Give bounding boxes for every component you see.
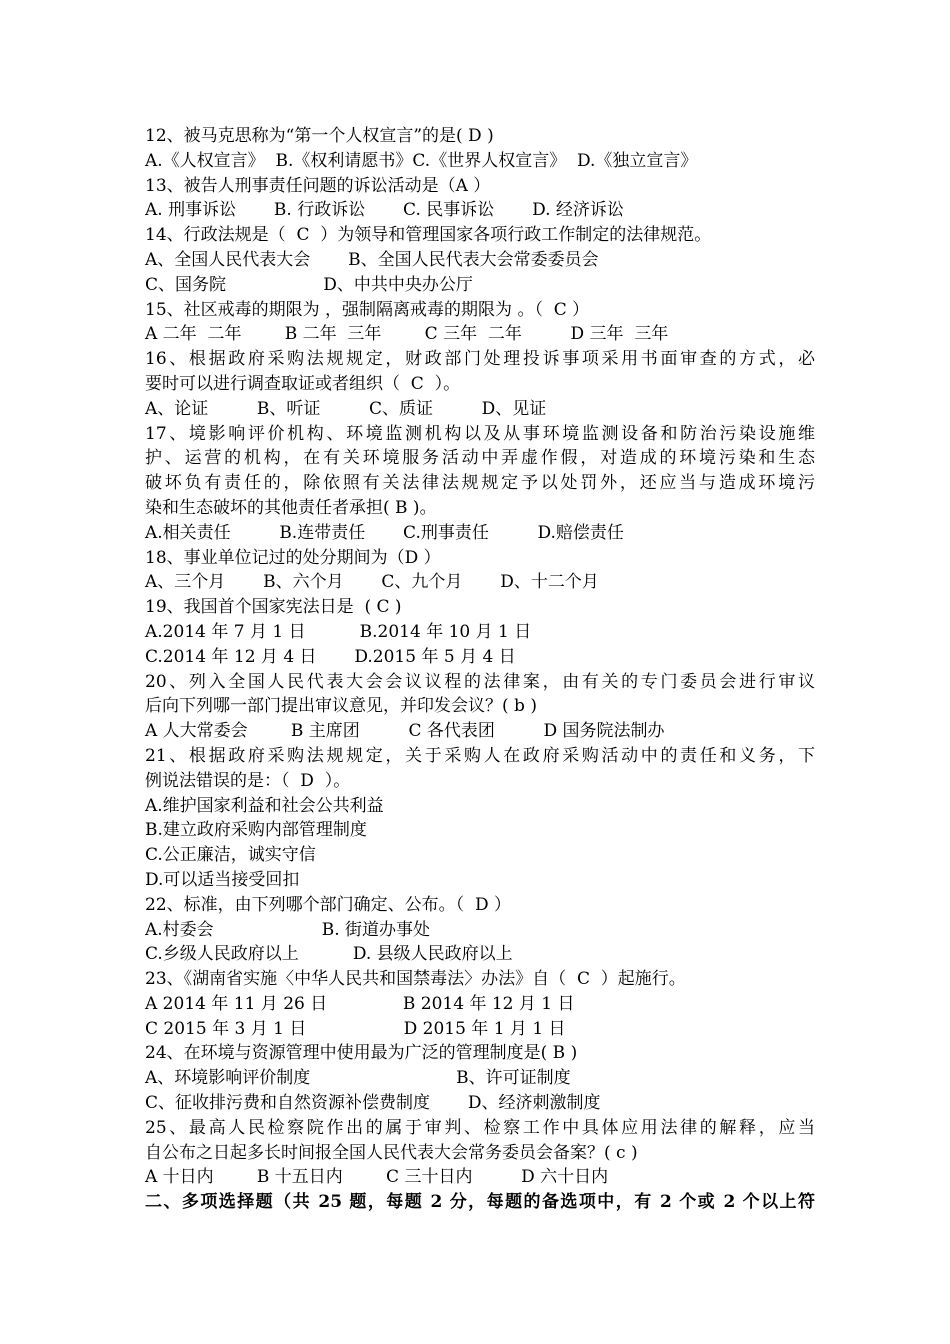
text-line: B.建立政府采购内部管理制度 [145,820,367,841]
text-line: C、国务院 D、中共中央办公厅 [145,274,473,295]
text-line: 20、列入全国人民代表大会会议议程的法律案，由有关的专门委员会进行审议 [145,671,815,692]
text-line: 护、运营的机构，在有关环境服务活动中弄虚作假，对造成的环境污染和生态 [145,448,815,469]
text-line: 25、最高人民检察院作出的属于审判、检察工作中具体应用法律的解释，应当 [145,1117,815,1138]
text-line: 19、我国首个国家宪法日是 ( C ) [145,597,402,618]
text-line: A. 刑事诉讼 B. 行政诉讼 C. 民事诉讼 D. 经济诉讼 [145,200,624,221]
text-line: A.《人权宣言》 B.《权利请愿书》C.《世界人权宣言》 D.《独立宣言》 [145,150,698,171]
text-line: A、论证 B、听证 C、质证 D、见证 [145,398,547,419]
text-line: C、征收排污费和自然资源补偿费制度 D、经济刺激制度 [145,1093,601,1114]
text-line: 15、社区戒毒的期限为 ，强制隔离戒毒的期限为 。（ C ） [145,299,590,320]
text-line: 12、被马克思称为“第一个人权宣言”的是( D ) [145,126,494,146]
text-line: 13、被告人刑事责任问题的诉讼活动是（A ） [145,175,491,196]
text-line: 破坏负有责任的，除依照有关法律法规规定予以处罚外，还应当与造成环境污 [145,473,815,494]
text-line: 例说法错误的是：（ D ）。 [145,770,351,791]
text-line: A 十日内 B 十五日内 C 三十日内 D 六十日内 [145,1167,609,1188]
text-line: A 2014 年 11 月 26 日 B 2014 年 12 月 1 日 [145,993,575,1014]
text-line: C 2015 年 3 月 1 日 D 2015 年 1 月 1 日 [145,1018,566,1039]
text-line: 22、标准，由下列哪个部门确定、公布。（ D ） [145,894,511,915]
text-line: 二、多项选择题（共 25 题，每题 2 分，每题的备选项中，有 2 个或 2 个以上符 [145,1192,815,1213]
text-line: 自公布之日起多长时间报全国人民代表大会常务委员会备案？( c ) [145,1142,638,1163]
text-line: A、三个月 B、六个月 C、九个月 D、十二个月 [145,572,599,593]
text-line: 24、在环境与资源管理中使用最为广泛的管理制度是( B ) [145,1043,578,1064]
document-page [145,124,815,1215]
text-line: C.公正廉洁，诚实守信 [145,845,316,866]
text-line: A 二年 二年 B 二年 三年 C 三年 二年 D 三年 三年 [145,324,669,345]
text-line: 后向下列哪一部门提出审议意见，并印发会议？( b ) [145,696,537,717]
text-line: A 人大常委会 B 主席团 C 各代表团 D 国务院法制办 [145,721,665,742]
text-line: 21、根据政府采购法规规定，关于采购人在政府采购活动中的责任和义务，下 [145,745,815,766]
text-line: 16、根据政府采购法规规定，财政部门处理投诉事项采用书面审查的方式，必 [145,349,815,370]
text-line: A、环境影响评价制度 B、许可证制度 [145,1068,571,1089]
text-line: C.乡级人民政府以上 D. 县级人民政府以上 [145,944,513,965]
text-line: A.2014 年 7 月 1 日 B.2014 年 10 月 1 日 [145,621,532,642]
text-line: C.2014 年 12 月 4 日 D.2015 年 5 月 4 日 [145,646,516,667]
text-line: A.维护国家利益和社会公共利益 [145,795,384,816]
text-line: A、全国人民代表大会 B、全国人民代表大会常委委员会 [145,249,599,270]
text-line: 要时可以进行调查取证或者组织（ C ）。 [145,373,461,394]
text-line: D.可以适当接受回扣 [145,869,300,890]
text-line: A.村委会 B. 街道办事处 [145,919,431,940]
text-line: 17、境影响评价机构、环境监测机构以及从事环境监测设备和防治污染设施维 [145,423,815,444]
text-line: 14、行政法规是（ C ）为领导和管理国家各项行政工作制定的法律规范。 [145,225,712,246]
text-line: A.相关责任 B.连带责任 C.刑事责任 D.赔偿责任 [145,522,624,543]
text-line: 18、事业单位记过的处分期间为（D ） [145,547,441,568]
text-line: 染和生态破坏的其他责任者承担( B )。 [145,497,437,518]
text-line: 23、《湖南省实施〈中华人民共和国禁毒法〉办法》自（ C ）起施行。 [145,969,686,990]
